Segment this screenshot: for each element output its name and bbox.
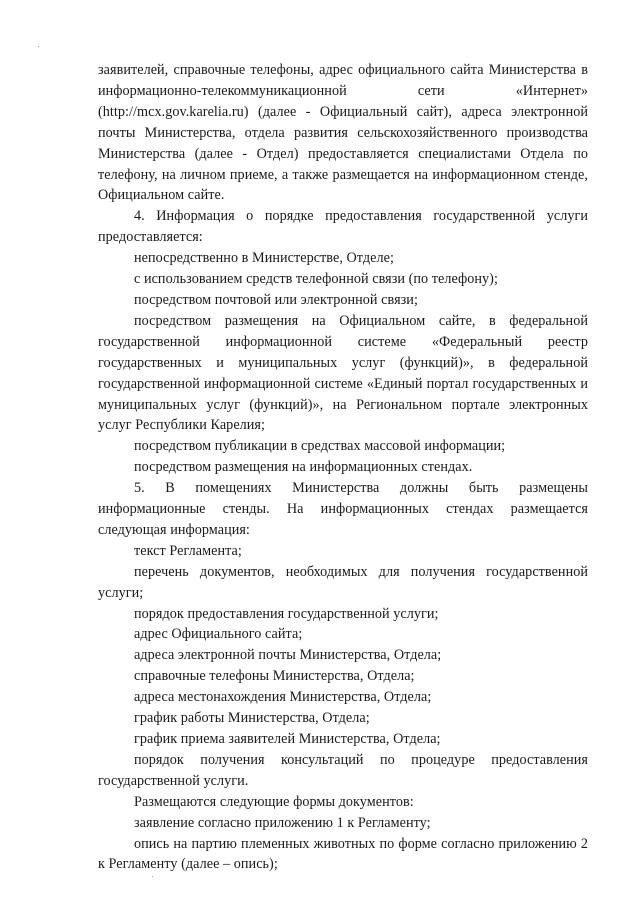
document-body bbox=[98, 60, 588, 875]
list-item: адреса электронной почты Министерства, Отдела; bbox=[134, 647, 442, 664]
list-item: порядок получения консультаций по процедуре предоставления государственной услуги. bbox=[98, 751, 588, 789]
list-item: справочные телефоны Министерства, Отдела; bbox=[134, 668, 415, 685]
list-item: перечень документов, необходимых для получения государственной услуги; bbox=[98, 563, 588, 601]
list-item: посредством размещения на информационных стендах. bbox=[134, 459, 473, 476]
list-item: адреса местонахождения Министерства, Отдела; bbox=[134, 689, 432, 706]
paragraph-forms-heading: Размещаются следующие формы документов: bbox=[134, 793, 414, 810]
list-item: текст Регламента; bbox=[134, 542, 242, 559]
list-item: с использованием средств телефонной связи (по телефону); bbox=[134, 271, 498, 288]
list-item: график приема заявителей Министерства, Отдела; bbox=[134, 731, 441, 747]
paragraph-item-4: 4. Информация о порядке предоставления государственной услуги предоставляется: bbox=[98, 208, 588, 246]
paragraph-item-5: 5. В помещениях Министерства должны быть размещены информационные стенды. На информационных стендах размещается следующая информация: bbox=[98, 480, 588, 538]
list-item: адрес Официального сайта; bbox=[134, 626, 303, 643]
list-item: посредством почтовой или электронной связи; bbox=[134, 291, 418, 308]
list-item: заявление согласно приложению 1 к Регламенту; bbox=[134, 814, 431, 831]
list-item: порядок предоставления государственной услуги; bbox=[134, 605, 439, 622]
paragraph-intro: заявителей, справочные телефоны, адрес официального сайта Министерства в информационно-телекоммуникационной сети «Интернет» (http://mcx.gov.karelia.ru) (далее - Официальный сайт), адреса электронной почты Министерства, отдела развития сельскохозяйственного производства Министерства (далее - Отдел) предоставляется специалистами Отдела по телефону, на личном приеме, а также размещается на информационном стенде, Официальном сайте. bbox=[98, 62, 588, 204]
list-item: непосредственно в Министерстве, Отделе; bbox=[134, 250, 394, 267]
scan-speck bbox=[152, 876, 153, 877]
list-item: посредством размещения на Официальном сайте, в федеральной государственной информационной системе «Федеральный реестр государственных и муниципальных услуг (функций)», в федеральной государственной информационной системе «Единый портал государственных и муниципальных услуг (функций)», на Региональном портале электронных услуг Республики Карелия; bbox=[98, 312, 588, 434]
scan-speck bbox=[38, 46, 39, 47]
list-item: график работы Министерства, Отдела; bbox=[134, 710, 370, 727]
list-item: посредством публикации в средствах массовой информации; bbox=[134, 438, 506, 455]
list-item: опись на партию племенных животных по форме согласно приложению 2 к Регламенту (далее – опись); bbox=[98, 835, 588, 873]
